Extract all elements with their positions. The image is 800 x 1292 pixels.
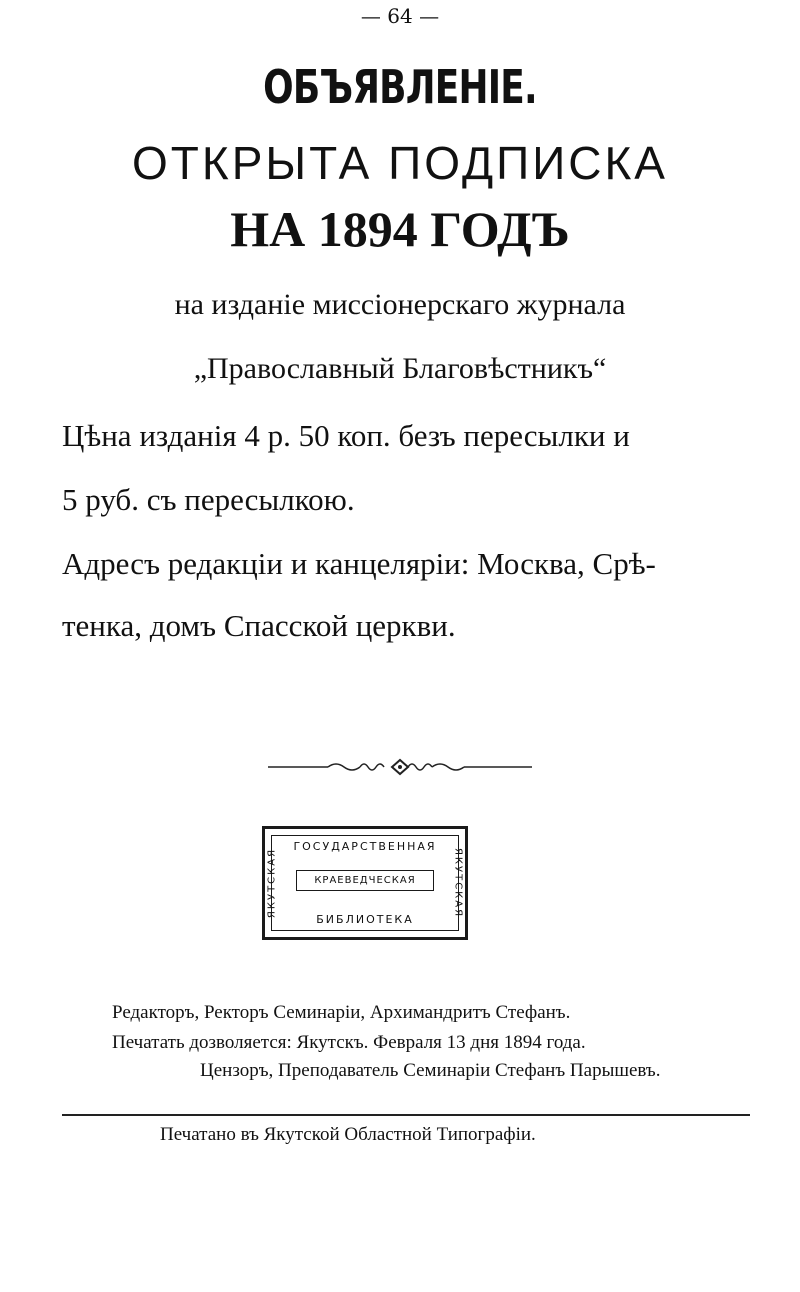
journal-title-line: „Православный Благовѣстникъ“ <box>193 352 607 385</box>
subscription-heading: ОТКРЫТА ПОДПИСКА <box>132 137 668 189</box>
library-stamp <box>262 826 468 940</box>
address-continuation-line: тенка, домъ Спасской церкви. <box>62 608 456 643</box>
stamp-middle-text: КРАЕВЕДЧЕСКАЯ <box>296 870 434 891</box>
stamp-bottom-text: БИБЛИОТЕКА <box>316 913 414 926</box>
printer-imprint: Печатано въ Якутской Областной Типографіи. <box>160 1124 536 1145</box>
stamp-right-text: ЯКУТСКАЯ <box>452 847 464 919</box>
page-number: — 64 — <box>360 4 440 28</box>
stamp-top-text: ГОСУДАРСТВЕННАЯ <box>293 840 437 853</box>
price-line: Цѣна изданія 4 р. 50 коп. безъ пересылки и <box>62 418 630 453</box>
address-line: Адресъ редакціи и канцеляріи: Москва, Срѣ- <box>62 546 656 581</box>
journal-intro-line: на изданіе миссіонерскаго журнала <box>174 288 626 321</box>
price-shipping-line: 5 руб. съ пересылкою. <box>62 482 355 517</box>
footer-rule <box>62 1114 750 1116</box>
ornament-divider <box>268 756 532 778</box>
stamp-inner-frame <box>271 835 459 931</box>
stamp-left-text: ЯКУТСКАЯ <box>266 847 278 919</box>
announcement-heading: ОБЪЯВЛЕНІЕ. <box>263 60 537 114</box>
censorship-permission: Печатать дозволяется: Якутскъ. Февраля 13 дня 1894 года. <box>112 1032 586 1053</box>
censor-credit: Цензоръ, Преподаватель Семинаріи Стефанъ Парышевъ. <box>200 1060 661 1081</box>
year-heading: НА 1894 ГОДЪ <box>230 201 570 257</box>
editor-credit: Редакторъ, Ректоръ Семинаріи, Архимандритъ Стефанъ. <box>112 1002 571 1023</box>
